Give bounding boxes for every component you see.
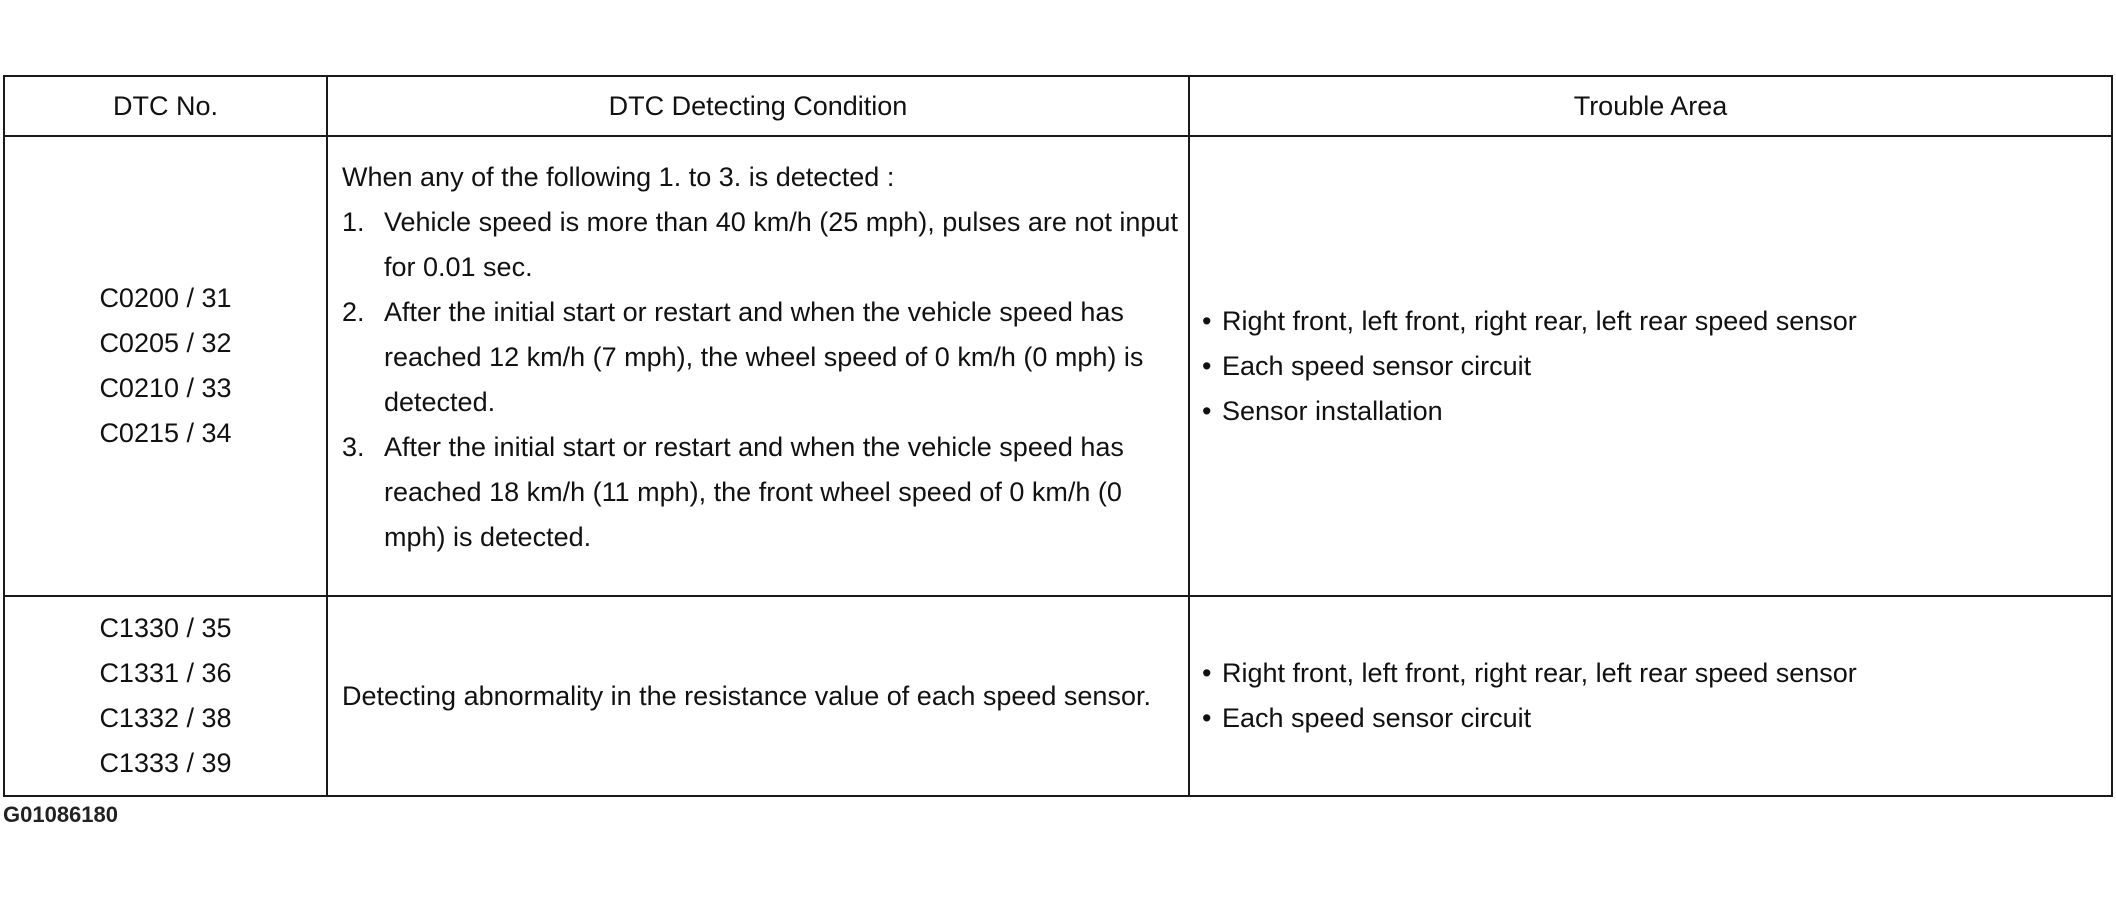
condition-number: 2.	[342, 297, 365, 327]
condition-number: 1.	[342, 207, 365, 237]
header-detecting-condition: DTC Detecting Condition	[327, 76, 1189, 136]
dtc-code: C0210 / 33	[99, 373, 232, 403]
condition-text: Detecting abnormality in the resistance value of each speed sensor.	[342, 680, 1151, 711]
trouble-area-text: Each speed sensor circuit	[1222, 703, 1532, 733]
trouble-area-item	[1202, 344, 2111, 389]
trouble-area-item	[1202, 299, 2111, 344]
detecting-condition-cell	[327, 136, 1189, 596]
condition-item	[342, 425, 1178, 560]
table-row	[4, 136, 2112, 596]
table-header-row	[4, 76, 2112, 136]
trouble-area-text: Sensor installation	[1222, 395, 1443, 426]
trouble-area-item	[1202, 696, 2111, 741]
dtc-code: C1330 / 35	[99, 613, 232, 643]
trouble-area-item	[1202, 389, 2111, 434]
trouble-area-cell	[1189, 136, 2112, 596]
table-row	[4, 596, 2112, 796]
trouble-area-text: Each speed sensor circuit	[1222, 350, 1532, 381]
condition-text: Vehicle speed is more than 40 km/h (25 mph), pulses are not input for 0.01 sec.	[384, 207, 1178, 282]
trouble-area-list	[1202, 651, 2111, 741]
condition-list	[342, 200, 1178, 560]
condition-text: After the initial start or restart and when the vehicle speed has reached 18 km/h (11 mph), the front wheel speed of 0 km/h (0 mph) is detected.	[384, 432, 1124, 552]
dtc-codes-cell	[4, 596, 327, 796]
detecting-condition-cell	[327, 596, 1189, 796]
dtc-code: C0215 / 34	[99, 418, 232, 448]
figure-id: G01086180	[3, 802, 118, 827]
bullet-icon: •	[1202, 658, 1212, 688]
dtc-code: C1331 / 36	[99, 658, 232, 688]
trouble-area-text: Right front, left front, right rear, left rear speed sensor	[1222, 658, 1857, 688]
trouble-area-item	[1202, 651, 2111, 696]
dtc-code: C1333 / 39	[99, 748, 232, 778]
bullet-icon: •	[1202, 395, 1212, 426]
trouble-area-cell	[1189, 596, 2112, 796]
dtc-code: C1332 / 38	[99, 703, 232, 733]
header-dtc-no: DTC No.	[4, 76, 327, 136]
dtc-code: C0200 / 31	[99, 283, 232, 313]
dtc-table	[3, 75, 2113, 797]
header-trouble-area: Trouble Area	[1189, 76, 2112, 136]
bullet-icon: •	[1202, 703, 1212, 733]
trouble-area-list	[1202, 299, 2111, 434]
condition-intro: When any of the following 1. to 3. is detected :	[342, 162, 895, 192]
condition-text: After the initial start or restart and when the vehicle speed has reached 12 km/h (7 mph), the wheel speed of 0 km/h (0 mph) is detected.	[384, 297, 1144, 417]
bullet-icon: •	[1202, 305, 1212, 336]
dtc-codes-cell	[4, 136, 327, 596]
condition-number: 3.	[342, 432, 365, 462]
trouble-area-text: Right front, left front, right rear, left rear speed sensor	[1222, 305, 1857, 336]
bullet-icon: •	[1202, 350, 1212, 381]
dtc-code: C0205 / 32	[99, 328, 232, 358]
condition-item	[342, 200, 1178, 290]
condition-item	[342, 290, 1178, 425]
